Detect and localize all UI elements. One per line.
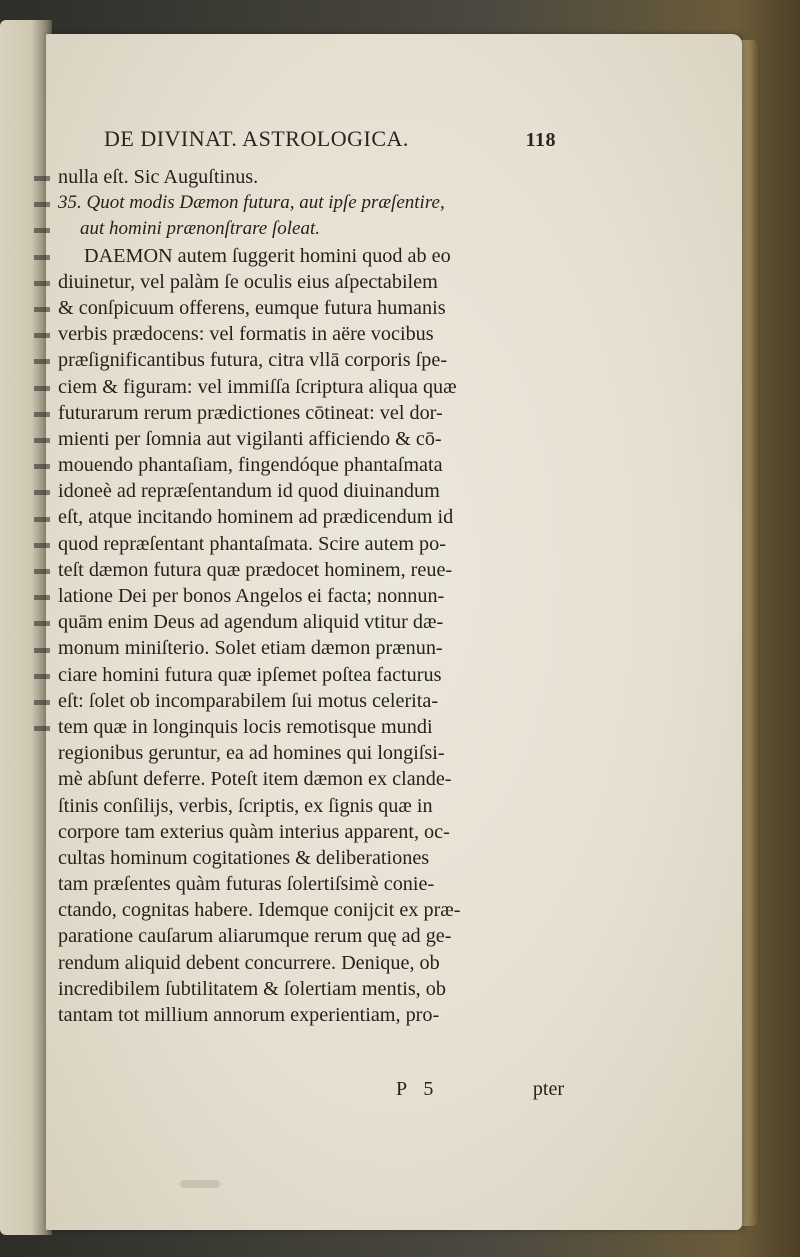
- text-line: teſt dæmon futura quæ prædocet hominem, reue-: [58, 558, 453, 581]
- facing-page-text-fragment: [34, 228, 50, 233]
- text-line: tem quæ in longinquis locis remotisque mundi: [58, 715, 433, 738]
- facing-page-text-fragment: [34, 412, 50, 417]
- text-line: præſignificantibus futura, citra vllā corporis ſpe-: [58, 349, 448, 372]
- text-line: DAEMON autem ſuggerit homini quod ab eo: [84, 244, 451, 267]
- facing-page-text-fragment: [34, 595, 50, 600]
- text-line: rendum aliquid debent concurrere. Denique, ob: [58, 951, 440, 974]
- text-line: monum miniſterio. Solet etiam dæmon prænun-: [58, 637, 443, 660]
- text-line: paratione cauſarum aliarumque rerum quę ad ge-: [58, 925, 452, 948]
- text-line: eſt, atque incitando hominem ad prædicendum id: [58, 506, 454, 529]
- page-footer: [70, 1078, 564, 1106]
- facing-page-text-fragment: [34, 674, 50, 679]
- facing-page-text-fragment: [34, 648, 50, 653]
- page-number: 118: [525, 129, 556, 151]
- facing-page-text-fragment: [34, 202, 50, 207]
- text-line: cultas hominum cogitationes & deliberationes: [58, 846, 430, 869]
- catchword: pter: [532, 1078, 564, 1100]
- facing-page-text-fragment: [34, 490, 50, 495]
- text-line: tantam tot millium annorum experientiam, pro-: [58, 1004, 440, 1026]
- text-line: quām enim Deus ad agendum aliquid vtitur dæ-: [58, 611, 444, 634]
- section-heading-line: aut homini prænonſtrare ſoleat.: [80, 218, 320, 240]
- text-line: ciare homini futura quæ ipſemet poſtea facturus: [58, 663, 442, 686]
- facing-page-text-fragment: [34, 543, 50, 548]
- facing-page-text-fragment: [34, 359, 50, 364]
- section-heading-line: 35. Quot modis Dæmon futura, aut ipſe præſentire,: [58, 192, 445, 214]
- facing-page-text-fragment: [34, 281, 50, 286]
- body-text: [58, 164, 564, 1028]
- text-line: ctando, cognitas habere. Idemque conijcit ex præ-: [58, 899, 461, 922]
- facing-page-text-fragment: [34, 621, 50, 626]
- text-line: idoneè ad repræſentandum id quod diuinandum: [58, 480, 440, 503]
- facing-page-text-fragment: [34, 438, 50, 443]
- facing-page-text-fragment: [34, 726, 50, 731]
- text-line: latione Dei per bonos Angelos ei facta; nonnun-: [58, 585, 445, 607]
- text-line: corpore tam exterius quàm interius apparent, oc-: [58, 820, 450, 843]
- facing-page-text-fragment: [34, 517, 50, 522]
- text-line: regionibus geruntur, ea ad homines qui longiſsi-: [58, 742, 445, 765]
- text-line: diuinetur, vel palàm ſe oculis eius aſpectabilem: [58, 270, 438, 293]
- text-line: verbis prædocens: vel formatis in aëre vocibus: [58, 323, 434, 346]
- text-line: tam præſentes quàm futuras ſolertiſsimè conie-: [58, 873, 435, 896]
- text-line: eſt: ſolet ob incomparabilem ſui motus celerita-: [58, 689, 439, 712]
- text-line: incredibilem ſubtilitatem & ſolertiam mentis, ob: [58, 977, 446, 1000]
- text-line: mouendo phantaſiam, fingendóque phantaſmata: [58, 454, 443, 477]
- running-head-title: DE DIVINAT. ASTROLOGICA.: [104, 126, 409, 151]
- facing-page-text-fragment: [34, 307, 50, 312]
- ink-smudge: [180, 1180, 220, 1188]
- facing-page-text-fragment: [34, 176, 50, 181]
- text-line: ciem & figuram: vel immiſſa ſcriptura aliqua quæ: [58, 375, 457, 398]
- text-line: & conſpicuum offerens, eumque futura humanis: [58, 296, 446, 319]
- signature-mark: P 5: [396, 1078, 440, 1100]
- text-line: quod repræſentant phantaſmata. Scire autem po-: [58, 532, 446, 555]
- facing-page-text-fragment: [34, 464, 50, 469]
- facing-page-text-fragment: [34, 700, 50, 705]
- running-head: [104, 126, 556, 160]
- text-line: futurarum rerum prædictiones cōtineat: vel dor-: [58, 401, 443, 424]
- text-line: nulla eſt. Sic Auguſtinus.: [58, 166, 259, 188]
- text-line: mè abſunt deferre. Poteſt item dæmon ex clande-: [58, 768, 452, 791]
- facing-page-text-fragment: [34, 386, 50, 391]
- text-line: mienti per ſomnia aut vigilanti afficiendo & cō-: [58, 427, 442, 450]
- facing-page-text-fragment: [34, 255, 50, 260]
- facing-page-text-fragment: [34, 569, 50, 574]
- text-line: ſtinis conſilijs, verbis, ſcriptis, ex ſignis quæ in: [58, 794, 433, 817]
- facing-page-text-fragment: [34, 333, 50, 338]
